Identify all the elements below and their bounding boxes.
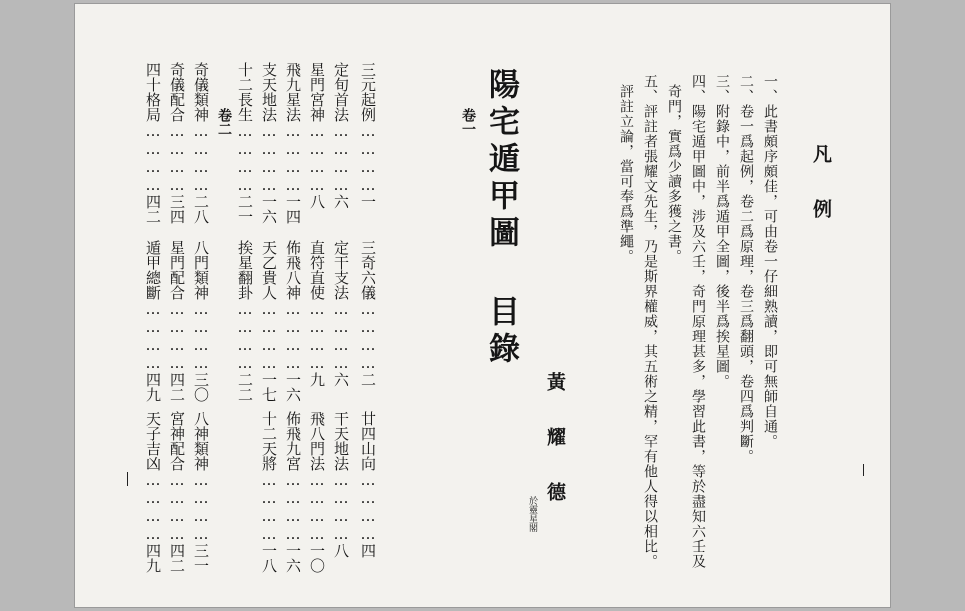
toc-entry: 干天地法…………八 <box>332 411 350 558</box>
toc-entry: 十二天將…………一八 <box>260 411 278 573</box>
preface-item: 三、附錄中，前半爲遁甲全圖，後半爲挨星圖。 <box>714 74 730 389</box>
preface-item: 一、此書頗序頗佳，可由卷一仔細熟讀，即可無師自通。 <box>762 74 778 449</box>
toc-entry: 三奇六儀…………二 <box>359 240 377 387</box>
toc-entry: 八神類神…………三一 <box>192 411 210 573</box>
toc-entry: 佈飛八神…………一六 <box>284 240 302 402</box>
toc-entry: 天乙貴人…………一七 <box>260 240 278 402</box>
toc-volume-2-label: 卷二 <box>216 108 232 136</box>
toc-entry: 天子吉凶…………四九 <box>144 411 162 573</box>
toc-entry: 星門配合…………四二 <box>168 240 186 402</box>
book-spread <box>75 4 890 607</box>
toc-entry: 廿四山向…………四 <box>359 411 377 558</box>
toc-entry: 奇儀類神…………二八 <box>192 62 210 224</box>
preface-item: 評註立論，當可奉爲準繩。 <box>618 84 634 264</box>
toc-entry: 宮神配合…………四二 <box>168 411 186 573</box>
toc-title: 陽宅遁甲圖 目錄 <box>483 68 519 369</box>
preface-title: 凡 例 <box>810 144 832 225</box>
preface-signature: 於靈星閣 <box>527 496 537 532</box>
toc-entry: 飛九星法…………一四 <box>284 62 302 224</box>
page-edge-mark <box>863 464 864 476</box>
toc-entry: 挨星翻卦…………二二 <box>236 240 254 402</box>
preface-item: 五、評註者張耀文先生，乃是斯界權威，其五術之精，罕有他人得以相比。 <box>642 74 658 569</box>
toc-entry: 四十格局…………四二 <box>144 62 162 224</box>
preface-item: 四、陽宅遁甲圖中，涉及六壬，奇門原理甚多，學習此書，等於盡知六壬及 <box>690 74 706 569</box>
toc-entry: 支天地法…………一六 <box>260 62 278 224</box>
toc-entry: 星門宮神…………八 <box>308 62 326 209</box>
preface-item: 二、卷一爲起例，卷二爲原理，卷三爲翻頭，卷四爲判斷。 <box>738 74 754 464</box>
toc-entry: 奇儀配合…………三四 <box>168 62 186 224</box>
toc-entry: 定干支法…………六 <box>332 240 350 387</box>
toc-volume-1-label: 卷一 <box>460 108 476 136</box>
toc-entry: 三元起例…………一 <box>359 62 377 209</box>
toc-entry: 定旬首法…………六 <box>332 62 350 209</box>
toc-entry: 佈飛九宮…………一六 <box>284 411 302 573</box>
toc-entry: 直符直使…………九 <box>308 240 326 387</box>
toc-entry: 八門類神…………三〇 <box>192 240 210 402</box>
toc-entry: 十二長生…………二一 <box>236 62 254 224</box>
toc-entry: 飛八門法…………一〇 <box>308 411 326 573</box>
preface-item: 奇門，實爲少讀多獲之書。 <box>666 84 682 264</box>
preface-author: 黃 耀 德 <box>544 372 566 508</box>
toc-entry: 遁甲總斷…………四九 <box>144 240 162 402</box>
page-edge-mark <box>127 472 128 486</box>
